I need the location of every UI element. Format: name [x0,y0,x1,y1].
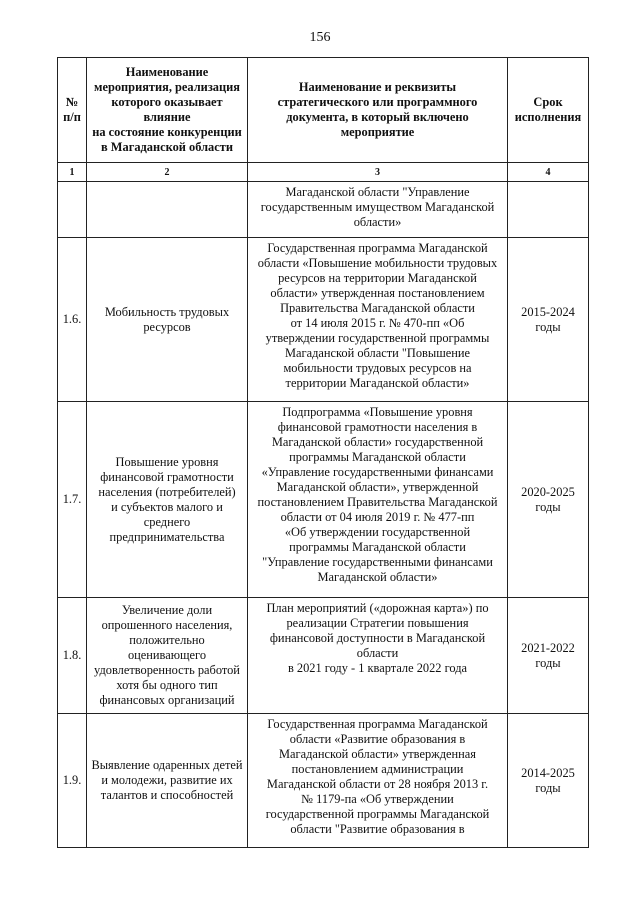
column-number-row [58,163,589,182]
table-row [58,238,589,402]
column-number: 2 [87,163,248,182]
row-number: 1.9. [58,714,87,848]
row-term: 2021-2022 годы [508,598,589,714]
page-number: 156 [309,30,331,45]
row-measure-name: Увеличение доли опрошенного населения, положительно оценивающего удовлетворенность работой хотя бы одного тип финансовых организаций [87,598,248,714]
column-number: 4 [508,163,589,182]
table-row [58,598,589,714]
row-measure-name: Повышение уровня финансовой грамотности населения (потребителей) и субъектов малого и среднего предпринимательства [87,402,248,598]
row-measure-name: Выявление одаренных детей и молодежи, развитие их талантов и способностей [87,714,248,848]
row-document: План мероприятий («дорожная карта») по реализации Стратегии повышения финансовой доступности в Магаданской области в 2021 году - 1 квартале 2022 года [248,598,508,714]
row-term: 2015-2024 годы [508,238,589,402]
competition-measures-table [57,57,589,848]
table-header-row [58,58,589,163]
row-term: 2020-2025 годы [508,402,589,598]
table-row [58,182,589,238]
column-number: 3 [248,163,508,182]
row-number: 1.6. [58,238,87,402]
row-number: 1.7. [58,402,87,598]
table-row [58,714,589,848]
row-document: Государственная программа Магаданской области «Развитие образования в Магаданской области» утвержденная постановлением администрации Магаданской области от 28 ноября 2013 г. № 1179-па «Об утверждении государственной программы Магаданской области "Развитие образования в [248,714,508,848]
row-document: Подпрограмма «Повышение уровня финансовой грамотности населения в Магаданской области» государственной программы Магаданской области «Управление государственными финансами Магаданской области», утвержденной постановлением Правительства Магаданской области от 04 июля 2019 г. № 477-пп «Об утверждении государственной программы Магаданской области "Управление государственными финансами Магаданской области» [248,402,508,598]
table-row [58,402,589,598]
header-document: Наименование и реквизиты стратегического или программного документа, в который включено мероприятие [248,58,508,163]
row-measure-name: Мобильность трудовых ресурсов [87,238,248,402]
row-document: Государственная программа Магаданской области «Повышение мобильности трудовых ресурсов на территории Магаданской области» утвержденная постановлением Правительства Магаданской области от 14 июля 2015 г. № 470-пп «Об утверждении государственной программы Магаданской области "Повышение мобильности трудовых ресурсов на территории Магаданской области» [248,238,508,402]
row-document: Магаданской области "Управление государственным имуществом Магаданской области» [248,182,508,238]
row-measure-name [87,182,248,238]
header-measure-name: Наименование мероприятия, реализация которого оказывает влияние на состояние конкуренции в Магаданской области [87,58,248,163]
header-term: Срок исполнения [508,58,589,163]
row-number [58,182,87,238]
header-number: № п/п [58,58,87,163]
row-number: 1.8. [58,598,87,714]
column-number: 1 [58,163,87,182]
row-term: 2014-2025 годы [508,714,589,848]
row-term [508,182,589,238]
